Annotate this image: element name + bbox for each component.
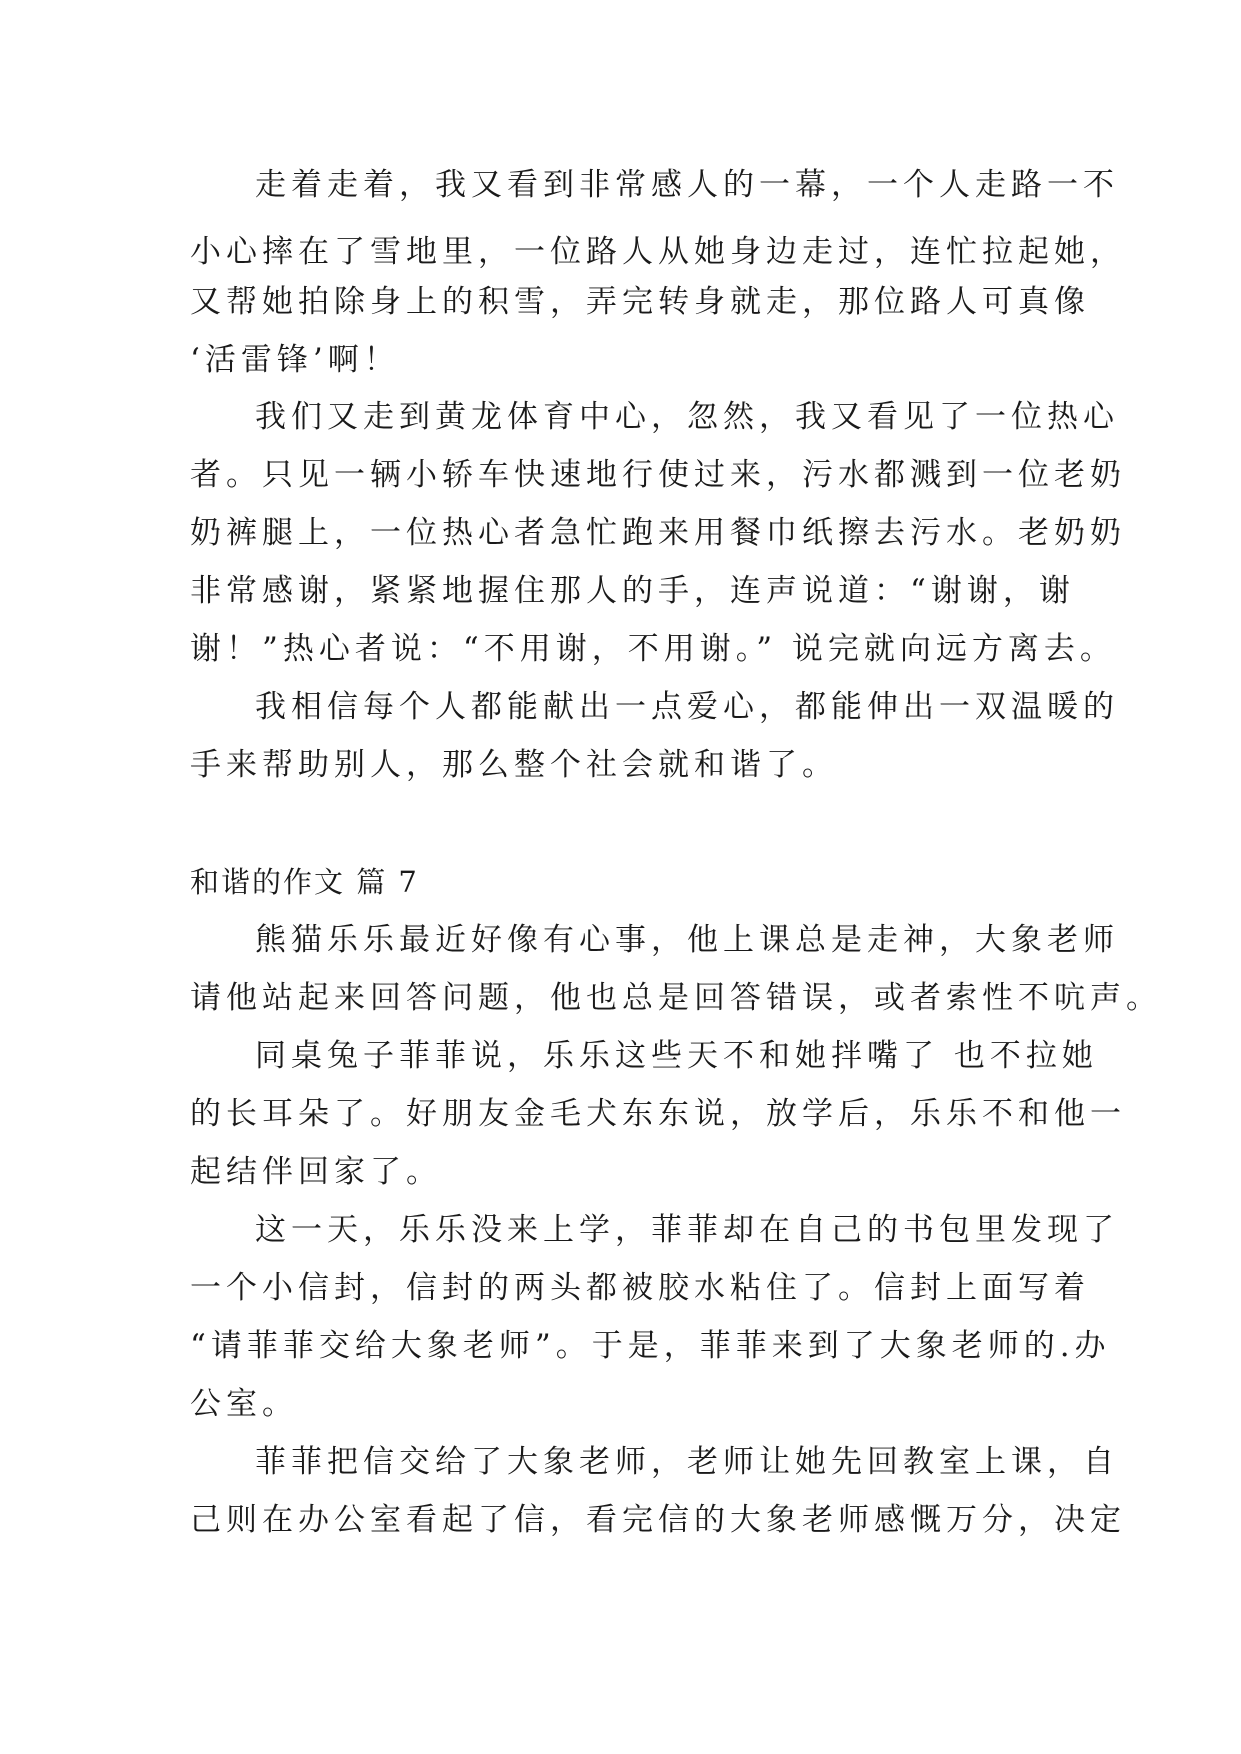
paragraph-line: 一个小信封，信封的两头都被胶水粘住了。信封上面写着 (190, 1270, 1090, 1306)
paragraph-line: 又帮她拍除身上的积雪，弄完转身就走，那位路人可真像 (190, 284, 1090, 320)
paragraph-line: 我们又走到黄龙体育中心，忽然，我又看见了一位热心 (255, 399, 1119, 435)
paragraph-line: 者。只见一辆小轿车快速地行使过来，污水都溅到一位老奶 (190, 457, 1126, 493)
paragraph-line: 己则在办公室看起了信，看完信的大象老师感慨万分，决定 (190, 1502, 1126, 1538)
paragraph-line: 请他站起来回答问题，他也总是回答错误，或者索性不吭声。 (190, 980, 1162, 1016)
paragraph-line: ‘活雷锋’啊！ (190, 342, 400, 378)
paragraph-line: 这一天，乐乐没来上学，菲菲却在自己的书包里发现了 (255, 1212, 1119, 1248)
paragraph-line: 公室。 (190, 1386, 298, 1422)
paragraph-line: 起结伴回家了。 (190, 1154, 442, 1190)
paragraph-line: 熊猫乐乐最近好像有心事，他上课总是走神，大象老师 (255, 922, 1119, 958)
paragraph-line: 奶裤腿上，一位热心者急忙跑来用餐巾纸擦去污水。老奶奶 (190, 515, 1126, 551)
paragraph-line: 同桌兔子菲菲说，乐乐这些天不和她拌嘴了 也不拉她 (255, 1038, 1098, 1074)
paragraph-line: 的长耳朵了。好朋友金毛犬东东说，放学后，乐乐不和他一 (190, 1096, 1126, 1132)
paragraph-line: 手来帮助别人，那么整个社会就和谐了。 (190, 747, 838, 783)
paragraph-line: 非常感谢，紧紧地握住那人的手，连声说道：“谢谢，谢 (190, 573, 1075, 609)
section-heading: 和谐的作文 篇 7 (190, 865, 419, 899)
paragraph-line: 走着走着，我又看到非常感人的一幕，一个人走路一不 (255, 167, 1119, 203)
paragraph-line: 我相信每个人都能献出一点爱心，都能伸出一双温暖的 (255, 689, 1119, 725)
paragraph-line: 菲菲把信交给了大象老师，老师让她先回教室上课，自 (255, 1444, 1119, 1480)
paragraph-line: “请菲菲交给大象老师”。于是，菲菲来到了大象老师的.办 (190, 1328, 1111, 1364)
paragraph-line: 谢！”热心者说：“不用谢，不用谢。” 说完就向远方离去。 (190, 631, 1116, 667)
paragraph-line: 小心摔在了雪地里，一位路人从她身边走过，连忙拉起她， (190, 234, 1126, 270)
